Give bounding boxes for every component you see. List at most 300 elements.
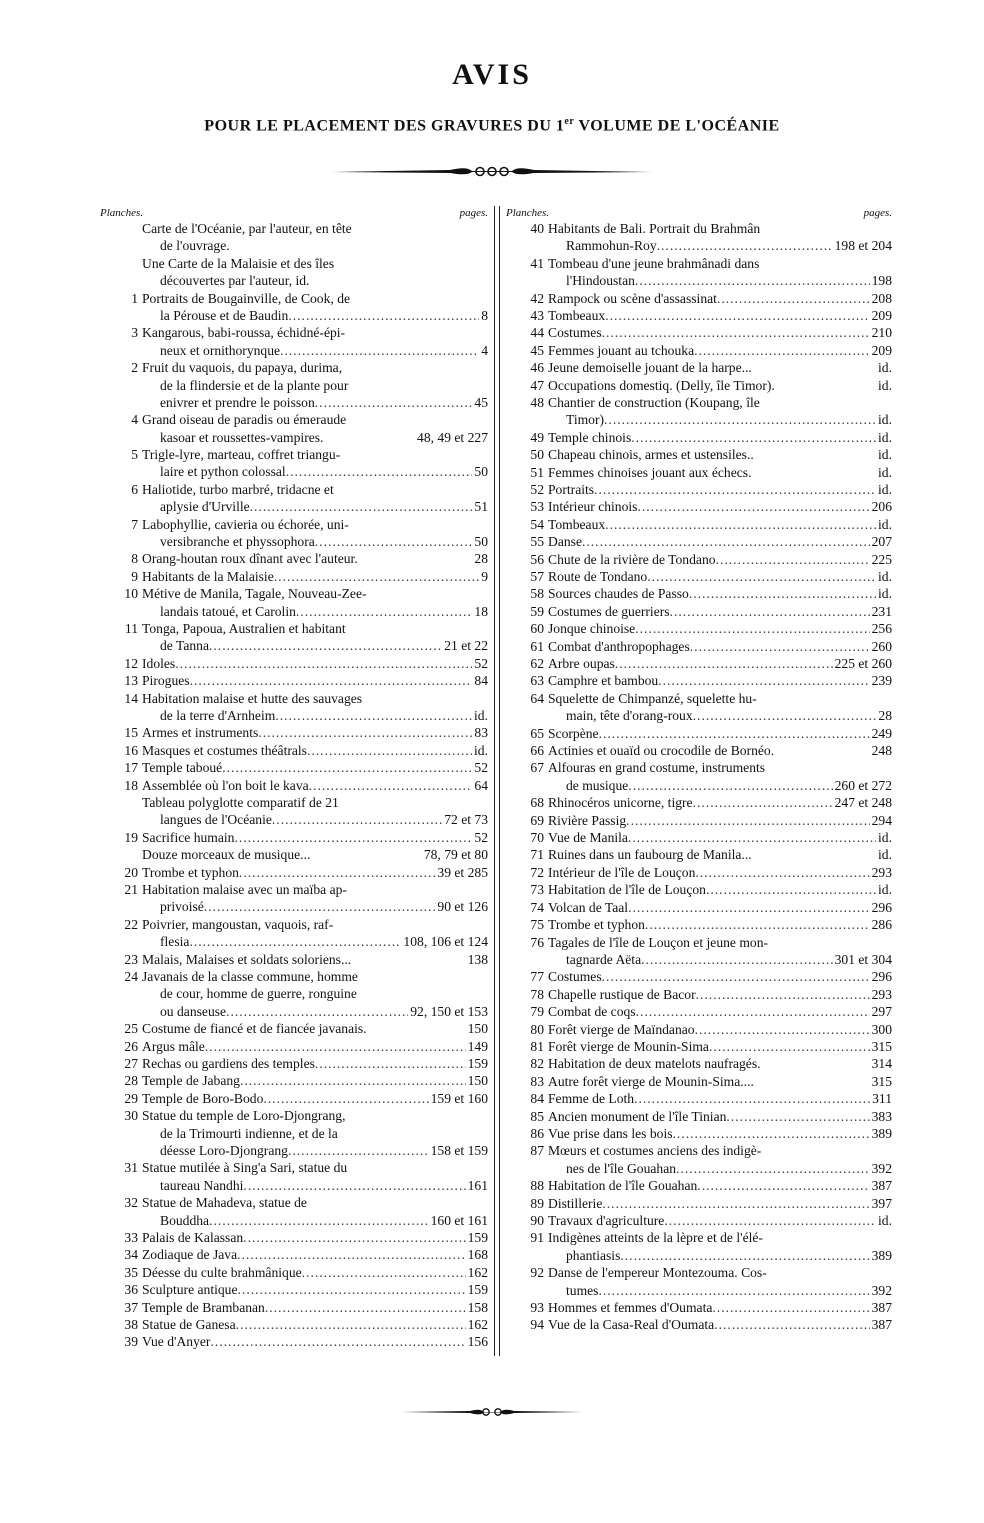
dot-leader [346,411,486,428]
entry-text: Tagales de l'île de Louçon et jeune mon- [548,934,769,950]
plate-description [142,1194,488,1229]
dot-leader [709,1038,870,1055]
page-reference: 300 [871,1021,892,1037]
entry-line [548,846,892,863]
entry-text: versibranche et physsophora [160,534,315,550]
dot-leader [236,1316,466,1333]
dot-leader [634,1090,870,1107]
dot-leader [604,411,876,428]
entry-text: Labophyllie, cavieria ou échorée, uni- [142,516,349,532]
plate-number: 90 [530,1212,544,1228]
entry-text: Ruines dans un faubourg de Manila... [548,847,752,863]
dot-leader [239,864,435,881]
dot-leader [605,516,876,533]
plate-description [548,725,892,742]
plate-number: 75 [530,917,544,933]
plate-number: 16 [124,742,138,758]
entry-text: Habitation malaise avec un maïba ap- [142,882,347,897]
entry-line [142,811,488,828]
entry-line [548,255,892,272]
page-reference: 156 [467,1334,488,1350]
dot-leader [602,1195,869,1212]
entry-line [548,742,892,759]
page-reference: 206 [871,499,892,515]
dot-leader [288,307,479,324]
dot-leader [210,1333,465,1350]
page-reference: 162 [467,1264,488,1280]
bottom-ornament [0,1404,984,1425]
page-reference: 260 et 272 [834,777,892,793]
dot-leader [347,1159,486,1176]
entry-line [548,551,892,568]
page-reference: 52 [474,760,488,776]
page-reference: id. [474,742,488,758]
entry-line [548,899,892,916]
plate-entry [506,690,892,725]
entry-line [142,1003,488,1020]
page-reference: 389 [871,1125,892,1141]
page-reference: 260 [871,638,892,654]
entry-line [142,585,488,602]
page-reference: 50 [474,464,488,480]
entry-text: Tonga, Papoua, Australien et habitant [142,621,346,637]
plate-number: 13 [124,673,138,689]
plate-number: 32 [124,1195,138,1211]
entry-line [548,1055,892,1072]
plate-entry [506,742,892,759]
entry-text: Timor) [566,412,605,428]
plate-number: 50 [530,447,544,463]
entry-text: Douze morceaux de musique... [142,847,311,863]
entry-line [142,1038,488,1055]
entry-line [142,237,488,254]
page-reference: id. [878,360,892,376]
plate-number: 5 [131,447,138,463]
entry-line [142,655,488,672]
plate-entry [100,759,488,776]
plate-number: 92 [530,1265,544,1281]
page-reference [486,377,488,394]
page-reference [890,1142,892,1159]
plate-number: 24 [124,968,138,984]
entry-text: Combat de coqs [548,1004,636,1020]
page-reference: 293 [871,864,892,880]
entry-text: Camphre et bambou [548,673,659,689]
page-reference: 389 [871,1247,892,1263]
page-reference: id. [878,1212,892,1228]
plate-entry [100,829,488,846]
page-reference: 315 [871,1038,892,1054]
dot-leader [367,1020,466,1037]
dot-leader [670,603,870,620]
entry-text: Forêt vierge de Mounin-Sima [548,1038,709,1054]
plate-entry [506,1264,892,1299]
dot-leader [763,1229,890,1246]
plate-entry [100,1159,488,1194]
entry-text: Hommes et femmes d'Oumata [548,1299,713,1315]
entry-line [548,777,892,794]
page-reference: 231 [871,603,892,619]
dot-leader [751,464,876,481]
plate-number: 72 [530,864,544,880]
entry-text: de la Trimourti indienne, et de la [160,1125,338,1141]
page-reference: 4 [481,342,488,358]
plate-description [142,324,488,359]
plate-description [142,759,488,776]
dot-leader [367,585,486,602]
planches-label: Planches. [100,207,144,219]
page-reference [486,220,488,237]
plate-description [142,1159,488,1194]
entry-text: Jeune demoiselle jouant de la harpe... [548,360,752,376]
entry-line [548,585,892,602]
plate-entry [100,655,488,672]
entry-line [142,342,488,359]
page-reference: 150 [467,1021,488,1037]
dot-leader [175,655,472,672]
entry-text: Vue de Manila [548,830,628,846]
entry-text: Assemblée où l'on boit le kava [142,777,309,793]
entry-line [548,812,892,829]
entry-text: Statue de Mahadeva, statue de [142,1195,307,1211]
page-reference: 52 [474,829,488,845]
entry-text: kasoar et roussettes-vampires. [160,429,324,445]
entry-line [142,324,488,341]
dot-leader [280,342,479,359]
entry-text: Rechas ou gardiens des temples [142,1055,315,1071]
page-reference: 161 [467,1177,488,1193]
page-reference [890,255,892,272]
plate-entry [506,916,892,933]
plate-description [548,881,892,898]
entry-line [548,237,892,254]
entry-text: Tombeaux [548,516,606,532]
entry-line [548,1229,892,1246]
plate-description [548,1021,892,1038]
page-reference: 286 [871,917,892,933]
entry-text: Javanais de la classe commune, homme [142,968,358,984]
plate-entry [506,899,892,916]
entry-text: taureau Nandhi [160,1177,244,1193]
plate-description [142,255,488,290]
plate-number: 18 [124,777,138,793]
plate-description [142,1038,488,1055]
plate-description [142,1264,488,1281]
entry-text: Habitation de l'île de Louçon [548,882,706,898]
plate-entry [506,220,892,255]
plate-description [548,1090,892,1107]
entry-text: Pirogues [142,673,190,689]
entry-line [142,533,488,550]
dot-leader [240,1072,466,1089]
entry-text: Portraits de Bougainville, de Cook, de [142,290,351,306]
plate-number: 42 [530,290,544,306]
entry-line [142,1212,488,1229]
entry-text: Actinies et ouaïd ou crocodile de Bornéo. [548,743,775,759]
page-reference: id. [878,569,892,585]
plate-entry [100,968,488,1020]
plate-description [142,1020,488,1037]
plate-description [548,1073,892,1090]
page-reference: 397 [871,1195,892,1211]
page-reference: 301 et 304 [834,951,892,967]
entry-line [142,568,488,585]
plate-number: 19 [124,829,138,845]
entry-line [548,1212,892,1229]
entry-text: découvertes par l'auteur, id. [160,273,310,289]
dot-leader [309,777,473,794]
plate-entry [506,1177,892,1194]
plate-description [548,638,892,655]
entry-line [548,690,892,707]
plate-number: 31 [124,1160,138,1176]
page-reference: id. [878,412,892,428]
dot-leader [657,237,833,254]
page-reference: 209 [871,342,892,358]
plate-description [548,1142,892,1177]
plate-description [548,568,892,585]
entry-line [142,498,488,515]
plate-description [548,846,892,863]
plate-description [548,934,892,969]
entry-line [548,655,892,672]
entry-line [548,1264,892,1281]
entry-line [142,829,488,846]
entry-line [548,1021,892,1038]
dot-leader [761,1142,890,1159]
page-reference: 159 [467,1282,488,1298]
plate-entry [506,794,892,811]
entry-text: Alfouras en grand costume, instruments [548,760,766,776]
entry-line [548,1090,892,1107]
plate-description [548,1055,892,1072]
entry-line [142,1090,488,1107]
entry-text: Haliotide, turbo marbré, tridacne et [142,481,334,497]
dot-leader [250,498,473,515]
page-reference [486,968,488,985]
page-reference [486,1194,488,1211]
dot-leader [310,846,421,863]
dot-leader [310,272,487,289]
entry-line [142,951,488,968]
plate-entry [506,655,892,672]
plate-description [548,986,892,1003]
page-reference: 392 [871,1160,892,1176]
entry-text: Tombeau d'une jeune brahmânadi dans [548,255,760,271]
dot-leader [347,881,486,898]
dot-leader [752,846,876,863]
dot-leader [690,638,870,655]
plate-entry [100,1107,488,1159]
dot-leader [258,724,472,741]
entry-text: Costume de fiancé et de fiancée javanais. [142,1021,367,1037]
plate-number: 4 [131,412,138,428]
entry-text: Femme de Loth [548,1091,635,1107]
entry-line [548,968,892,985]
page-reference: 249 [871,725,892,741]
entry-text: Rhinocéros unicorne, tigre [548,795,693,811]
plate-entry [100,446,488,481]
dot-leader [628,899,870,916]
plate-number: 84 [530,1091,544,1107]
plate-description [548,1229,892,1264]
page-reference: 225 et 260 [834,656,892,672]
plate-entry [100,864,488,881]
page-reference [486,620,488,637]
entry-text: Volcan de Taal [548,899,629,915]
dot-leader [635,272,870,289]
plate-description [548,1195,892,1212]
plate-entry [506,1090,892,1107]
plate-entry [100,359,488,411]
plate-description [142,794,488,829]
entry-text: de cour, homme de guerre, ronguine [160,986,357,1002]
entry-line [548,1125,892,1142]
dot-leader [645,916,870,933]
dot-leader [222,759,472,776]
plate-number: 94 [530,1317,544,1333]
entry-line [548,359,892,376]
plate-entry [100,742,488,759]
page-reference [890,1229,892,1246]
dot-leader [323,429,415,446]
plate-number: 56 [530,551,544,567]
entry-line [548,1299,892,1316]
entry-text: Route de Tondano [548,569,648,585]
plate-description [548,829,892,846]
entry-line [142,1281,488,1298]
plate-description [548,899,892,916]
entry-text: Statue de Ganesa [142,1316,236,1332]
plate-description [548,1038,892,1055]
entry-line [142,463,488,480]
plate-entry [506,1142,892,1177]
plate-number: 53 [530,499,544,515]
page-reference: id. [878,377,892,393]
plate-entry [100,951,488,968]
pages-label: pages. [863,207,892,219]
plate-entry [100,481,488,516]
page-reference [890,1264,892,1281]
entry-text: Danse [548,534,582,550]
plate-description [142,220,488,255]
dot-leader [204,898,436,915]
entry-text: Poivrier, mangoustan, vaquois, raf- [142,916,334,932]
page-reference: 159 [467,1229,488,1245]
entry-text: Rampock ou scène d'assassinat [548,290,717,306]
dot-leader [761,1055,870,1072]
plate-entry [506,290,892,307]
page-reference [486,1125,488,1142]
entry-line [142,1316,488,1333]
plate-number: 3 [131,325,138,341]
page-reference [486,1107,488,1124]
plate-entry [506,533,892,550]
entry-line [142,898,488,915]
page-reference [486,585,488,602]
dot-leader [602,324,870,341]
entry-line [142,724,488,741]
plate-number: 17 [124,760,138,776]
column-header [506,206,892,220]
page-reference: 207 [871,534,892,550]
plate-entry [506,934,892,969]
plate-entry [100,255,488,290]
page-title: AVIS [452,58,532,91]
dot-leader [288,1142,429,1159]
plate-number: 48 [530,395,544,410]
plate-description [548,672,892,689]
page-reference [486,516,488,533]
dot-leader [226,1003,408,1020]
entry-text: laire et python colossal [160,464,286,480]
plate-number: 83 [530,1073,544,1089]
dot-leader [759,255,890,272]
dot-leader [754,1073,870,1090]
entry-text: Déesse du culte brahmânique [142,1264,302,1280]
page-reference: 18 [474,603,488,619]
entry-line [142,1055,488,1072]
plate-entry [506,638,892,655]
plate-number: 52 [530,482,544,497]
plate-number: 62 [530,656,544,672]
plate-description [548,255,892,290]
plate-number: 65 [530,725,544,741]
entry-line [548,1003,892,1020]
entry-line [548,377,892,394]
entry-line [548,516,892,533]
plate-number: 21 [124,882,138,897]
page-reference: 83 [474,725,488,741]
entry-line [548,934,892,951]
plate-number: 30 [124,1108,138,1124]
plate-number: 64 [530,690,544,706]
dot-leader [635,620,869,637]
entry-text: Scorpène [548,725,599,741]
plate-number: 28 [124,1073,138,1089]
entry-line [548,829,892,846]
page-reference: 51 [474,499,488,515]
plate-entry [100,1281,488,1298]
plate-number: 66 [530,743,544,759]
plate-number: 91 [530,1230,544,1246]
entry-line [548,672,892,689]
plate-description [142,481,488,516]
plate-description [142,881,488,916]
plate-description [548,1108,892,1125]
dot-leader [307,742,472,759]
plate-number: 14 [124,690,138,706]
dot-leader [673,1125,870,1142]
entry-line [548,307,892,324]
plate-entry [506,307,892,324]
plate-description [548,464,892,481]
entry-line [142,1177,488,1194]
plate-number: 60 [530,621,544,637]
entry-line [548,498,892,515]
plate-entry [100,1333,488,1350]
entry-text: Trigle-lyre, marteau, coffret triangu- [142,447,341,463]
entry-line [548,290,892,307]
entry-text: Portraits [548,482,595,497]
plate-entry [506,1055,892,1072]
entry-line [548,272,892,289]
dot-leader [695,864,869,881]
plate-entry [506,481,892,498]
dot-leader [238,1281,466,1298]
plate-number: 46 [530,360,544,376]
plate-description [142,290,488,325]
